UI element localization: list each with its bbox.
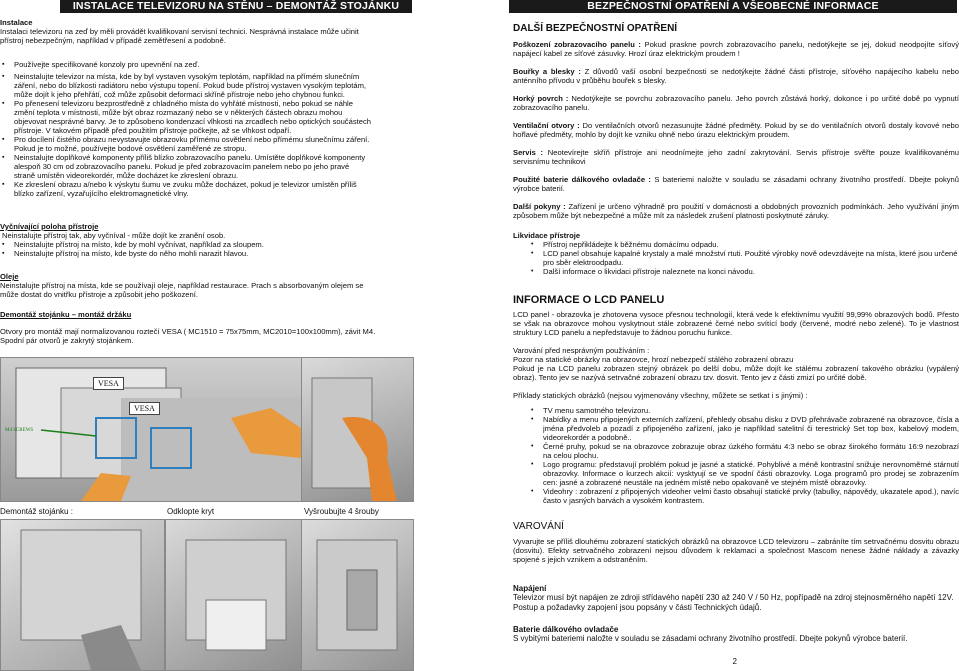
power-section [513,584,959,613]
example-item: • Nabídky a menu připojených externích zařízení, přehledy obsahu disku z DVD přehrávače zobrazené na obrazovce, čísla a jména předvoleb a pozadí z připojeného zařízení, jako je například satelitní či terestrický Set top box, kabelový modem, videorekordér a podobně.. [529,415,959,442]
safety-paragraph: Servis : Neotevírejte skříň přístroje ani neodnímejte jeho zadní zakrytování. Servis přístroje svěřte pouze kvalifikovanému servisnímu technikovi [513,148,959,166]
safety-paragraph: Další pokyny : Zařízení je určeno výhradně pro použití v domácnosti a obdobných provozních podmínkách. Jeho využívání jiným způsobem může být nebezpečné a může mít za následek zrušení platnosti poskytnuté záruky. [513,202,959,220]
warning-paragraph: Vyvarujte se příliš dlouhému zobrazení statických obrázků na obrazovce LCD televizoru – zabráníte tím setrvačnému dosvitu obrazu (dosvitu). Efekty setrvačného zobrazení nejsou důvodem k reklamaci a společnost Mascom nenese žádné náklady a závazky spojené s jejich vznikem a odstraněním. [513,537,959,564]
installation-warnings-2 [0,72,438,198]
stand-line: Otvory pro montáž mají normalizovanou roztečí VESA ( MC1510 = 75x75mm, MC2010=100x100mm), závit M4. [0,327,376,336]
screws-label: M4 SCREWS [5,428,34,433]
oil-line: může dostat do vnitřku přístroje a způsobit jeho poškození. [0,290,198,299]
warning-item: ▪ Používejte specifikované konzoly pro upevnění na zeď. [0,60,470,69]
power-title: Napájení [513,584,547,593]
caption-unscrew: Vyšroubujte 4 šrouby [304,507,379,516]
example-item: • Videohry : zobrazení z připojených videoher velmi často obsahují statické prvky (tabulky, nápovědy, ukazatele apod.), navíc často v jasných barvách a vysokém kontrastem. [529,487,959,505]
remove-stand-drawing [1,520,164,670]
left-section-header: INSTALACE TELEVIZORU NA STĚNU – DEMONTÁŽ STOJÁNKU [60,0,412,13]
battery-title: Baterie dálkového ovladače [513,625,619,634]
warning-section [513,537,959,564]
power-paragraph: Televizor musí být napájen ze zdroji střídavého napětí 230 až 240 V / 50 Hz, popřípadě na zdroj stejnosměrného napětí 12V. Postup a požadavky zapojení jsou popsány v části Technických údajů. [513,593,954,612]
stand-line: Spodní pár otvorů je zakrytý stojánkem. [0,336,134,345]
warning-title: VAROVÁNÍ [513,521,564,532]
protrusion-section [0,222,470,258]
caption-remove-stand: Demontáž stojánku : [0,507,73,516]
example-item: • Černé pruhy, pokud se na obrazovce zobrazuje obraz úzkého formátu 4:3 nebo se obraz širokého formátu 16:9 nezobrazí na celou plochu. [529,442,959,460]
safety-paragraph: Poškození zobrazovacího panelu : Pokud praskne povrch zobrazovacího panelu, nedotýkejte se jej, dokud neodpojíte síťový napájecí kabel ze síťové zásuvky. Hrozí úraz elektrickým proudem ! [513,40,959,58]
battery-section [513,625,959,644]
unscrew-drawing [302,520,413,670]
lcd-info-paragraph: LCD panel - obrazovka je zhotovena vysoce přesnou technologií, která vede k efektivnímu využití 99,99% obrazových bodů. Přesto se však na obrazovce mohou vyskytnout stále zobrazené černé nebo svítící body (červené, modré nebo zelené). To je vlastnost struktury LCD panelu a nepředstavuje to žádnou poruchu funkce. [513,310,959,337]
stand-section [0,310,470,345]
right-section-header: BEZPEČNOSTNÍ OPATŘENÍ A VŠEOBECNÉ INFORMACE [509,0,957,13]
vesa-label-2: VESA [129,402,160,415]
tv-back-photo [0,357,302,502]
safety-paragraph: Bouřky a blesky : Z důvodů vaší osobní bezpečnosti se nedotýkejte žádné části přístroje, síťového napájecího kabelu nebo anténního přívodu v průběhu bouřek s blesky. [513,67,959,85]
warning-item: ▪ Neinstalujte televizor na místa, kde by byl vystaven vysokým teplotám, například na přímém slunečním záření, nebo do blízkosti radiátoru nebo výstupu topení. Pokud bude přístroj vystaven vysokým teplotám, může dojít k jeho přehřátí, což může způsobit deformaci skříně přístroje nebo jeho chybnou funkci. [0,72,438,99]
oil-title: Oleje [0,272,19,281]
disposal-item: • LCD panel obsahuje kapalné krystaly a malé množství rtuti. Použité výrobky nově odevzdávejte na místa, které jsou určené pro sběr elektroodpadu. [529,249,959,267]
intro-line: Instalaci televizoru na zeď by měli provádět kvalifikovaní servisní technici. Nesprávná instalace může učinit [0,27,359,36]
examples-title: Příklady statických obrázků (nejsou vyjmenovány všechny, můžete se setkat i s jinými) : [513,391,808,400]
disposal-title: Likvidace přístroje [513,231,581,240]
tv-back-drawing [1,358,301,501]
stand-drawing [302,358,413,501]
photo-open-cover [165,519,302,671]
intro-line: přístroj nebezpečným, například v případě zemětřesení a podobně. [0,36,226,45]
page-number: 2 [732,657,737,666]
installation-title: Instalace [0,18,33,27]
photo-unscrew [301,519,414,671]
stand-title: Demontáž stojánku – montáž držáku [0,310,132,319]
warning-item: ▪ Neinstalujte doplňkové komponenty příliš blízko zobrazovacího panelu. Umístěte doplňkové komponenty alespoň 30 cm od zobrazovacího panelu. Pokud je před zobrazovacím panelem nebo po jeho pravé straně umístěn videorekordér, může docházet ke zkreslení obrazu. [0,153,438,180]
safety-paragraph: Horký povrch : Nedotýkejte se povrchu zobrazovacího panelu. Jeho povrch zůstává horký, dokonce i po určité době po vypnutí zobrazovacího panelu. [513,94,959,112]
lcd-info-title: INFORMACE O LCD PANELU [513,294,665,306]
installation-warnings [0,60,470,69]
protrusion-item: ▪ Neinstalujte přístroj na místo, kde byste do něho mohli narazit hlavou. [0,249,470,258]
safety-paragraphs [513,40,959,220]
example-item: • TV menu samotného televizoru. [529,406,959,415]
warning-item: ▪ Po přenesení televizoru bezprostředně z chladného místa do vyhřáté místnosti, nebo pokud se náhle změní teplota v místnosti, může být obraz rozmazaný nebo se v některých částech obrazu mohou objevovat nesprávné barvy. Je to způsobeno kondenzací vlhkosti na zrcadlech nebo optických součástech přístroje. V takovém případě před použitím přístroje počkejte, až se vlhkost odpaří. [0,99,438,135]
protrusion-title: Vyčnívající poloha přístroje [0,222,99,231]
installation-intro [0,18,470,45]
disposal-item: • Přístroj nepřikládejte k běžnému domácímu odpadu. [529,240,959,249]
vesa-label-1: VESA [93,377,124,390]
safety-paragraph: Použité baterie dálkového ovladače : S bateriemi naložte v souladu se zásadami ochrany životního prostředí. Dbejte pokynů výrobce baterií. [513,175,959,193]
oil-line: Neinstalujte přístroj na místa, kde se používají oleje, například restaurace. Prach s absorbovaným olejem se [0,281,364,290]
warning-item: ▪ Ke zkreslení obrazu a/nebo k výskytu šumu ve zvuku může docházet, pokud je televizor umístěn příliš blízko zařízení, vyzařujícího elektromagnetické vlny. [0,180,438,198]
protrusion-item: ▪ Neinstalujte přístroj na místo, kde by mohl vyčnívat, například za sloupem. [0,240,470,249]
disposal-item: • Další informace o likvidaci přístroje naleznete na konci návodu. [529,267,959,276]
misuse-title: Varování před nesprávným používáním : [513,346,650,355]
photo-remove-stand [0,519,165,671]
stand-photo-top [301,357,414,502]
open-cover-drawing [166,520,301,670]
battery-paragraph: S vybitými bateriemi naložte v souladu se zásadami ochrany životního prostředí. Dbejte pokynů výrobce baterií. [513,634,908,643]
caption-open-cover: Odklopte kryt [167,507,215,516]
oil-section [0,272,470,299]
lcd-info [513,310,959,505]
safety-paragraph: Ventilační otvory : Do ventilačních otvorů nezasunujte žádné předměty. Pokud by se do ventilačních otvorů dostaly kovové nebo hořlavé předměty, mohlo by dojít ke vzniku ohně nebo úrazu elektrickým proudem. [513,121,959,139]
safety-title: DALŠÍ BEZPEČNOSTNÍ OPATŘENÍ [513,23,678,34]
right-column [509,0,959,643]
disposal-section [513,231,959,276]
protrusion-line: Neinstalujte přístroj tak, aby vyčníval - může dojít ke zranění osob. [2,231,226,240]
example-item: • Logo programu: představují problém pokud je jasné a statické. Pohyblivé a méně kontrastní snižuje nerovnoměrné stárnutí obrazovky. Informace o kurzech akcií: vysktyují se ve spodní části obrazovky. Loga programů pro prodej se zobrazením cen: jasné a zobrazené neustále na jedném místě nebo opakovaně ve stejném místě obrazovky. [529,460,959,487]
misuse-line: Pozor na statické obrázky na obrazovce, hrozí nebezpečí stálého zobrazení obrazu [513,355,794,364]
warning-item: ▪ Pro docílení čistého obrazu nevystavujte obrazovku přímému osvětlení nebo přímému slunečnímu záření. Pokud je to možné, používejte bodové osvětlení zaměřené ze stropu. [0,135,438,153]
misuse-line: Pokud je na LCD panelu zobrazen stejný obrázek po delší dobu, může dojít ke stálému zobrazení takového obrázku (vypálený obraz). Tento jev se nazývá setrvačné zobrazení obrazu tzv. dosvit. Tento jev z části zmizí po určité době. [513,364,959,382]
